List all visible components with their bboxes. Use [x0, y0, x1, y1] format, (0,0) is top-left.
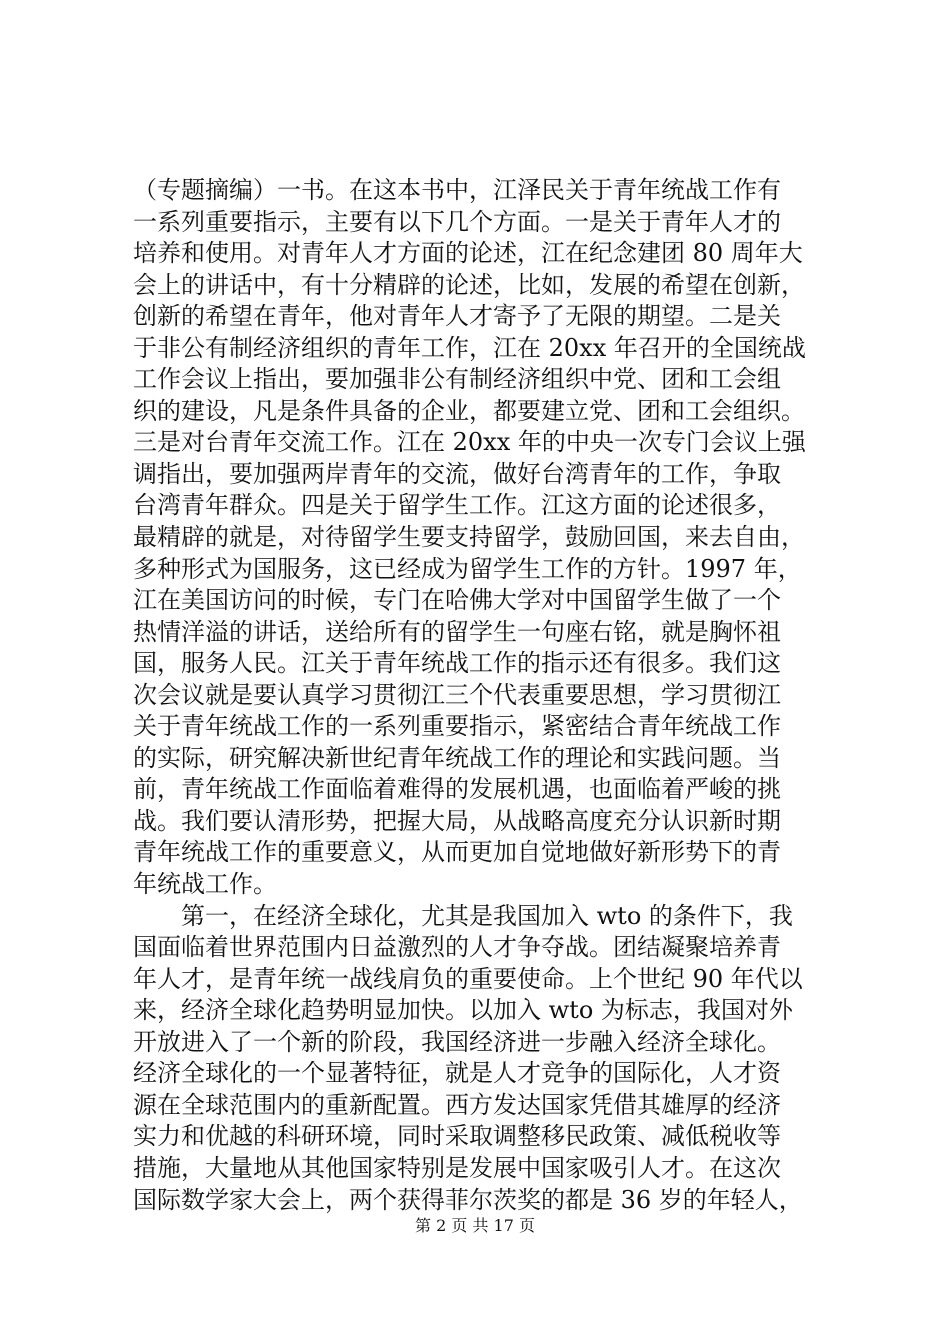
text-line: 青年统战工作的重要意义，从而更加自觉地做好新形势下的青 — [133, 838, 781, 867]
text-line: 培养和使用。对青年人才方面的论述，江在纪念建团 80 周年大 — [133, 239, 803, 268]
text-line: 措施，大量地从其他国家特别是发展中国家吸引人才。在这次 — [133, 1153, 781, 1182]
body-text — [133, 175, 833, 1216]
text-line: 战。我们要认清形势，把握大局，从战略高度充分认识新时期 — [133, 806, 781, 835]
text-line: 国面临着世界范围内日益激烈的人才争夺战。团结凝聚培养青 — [133, 933, 781, 962]
text-line: 一系列重要指示，主要有以下几个方面。一是关于青年人才的 — [133, 207, 781, 236]
text-line: 国，服务人民。江关于青年统战工作的指示还有很多。我们这 — [133, 649, 781, 678]
text-line: 热情洋溢的讲话，送给所有的留学生一句座右铭，就是胸怀祖 — [133, 617, 781, 646]
text-line: 国际数学家大会上，两个获得菲尔茨奖的都是 36 岁的年轻人， — [133, 1185, 803, 1214]
text-line: 前，青年统战工作面临着难得的发展机遇，也面临着严峻的挑 — [133, 775, 781, 804]
text-line: 多种形式为国服务，这已经成为留学生工作的方针。1997 年， — [133, 554, 802, 583]
text-line: 工作会议上指出，要加强非公有制经济组织中党、团和工会组 — [133, 365, 781, 394]
text-line: 来，经济全球化趋势明显加快。以加入 wto 为标志，我国对外 — [133, 996, 793, 1025]
text-line: 源在全球范围内的重新配置。西方发达国家凭借其雄厚的经济 — [133, 1090, 781, 1119]
text-line: 第一，在经济全球化，尤其是我国加入 wto 的条件下，我 — [133, 901, 793, 930]
text-line: 实力和优越的科研环境，同时采取调整移民政策、减低税收等 — [133, 1122, 781, 1151]
text-line: 经济全球化的一个显著特征，就是人才竞争的国际化，人才资 — [133, 1059, 781, 1088]
text-line: 年人才，是青年统一战线肩负的重要使命。上个世纪 90 年代以 — [133, 964, 803, 993]
text-line: 关于青年统战工作的一系列重要指示，紧密结合青年统战工作 — [133, 712, 781, 741]
text-line: 次会议就是要认真学习贯彻江三个代表重要思想，学习贯彻江 — [133, 680, 781, 709]
text-line: 最精辟的就是，对待留学生要支持留学，鼓励回国，来去自由， — [133, 523, 805, 552]
text-line: 江在美国访问的时候，专门在哈佛大学对中国留学生做了一个 — [133, 586, 781, 615]
text-line: 调指出，要加强两岸青年的交流，做好台湾青年的工作，争取 — [133, 459, 781, 488]
text-line: 于非公有制经济组织的青年工作，江在 20xx 年召开的全国统战 — [133, 333, 806, 362]
text-line: 的实际，研究解决新世纪青年统战工作的理论和实践问题。当 — [133, 743, 781, 772]
text-line: 年统战工作。 — [133, 870, 277, 899]
text-line: 开放进入了一个新的阶段，我国经济进一步融入经济全球化。 — [133, 1027, 781, 1056]
text-line: 三是对台青年交流工作。江在 20xx 年的中央一次专门会议上强 — [133, 428, 806, 457]
text-line: 台湾青年群众。四是关于留学生工作。江这方面的论述很多， — [133, 491, 781, 520]
page-footer: 第 2 页 共 17 页 — [415, 1216, 535, 1235]
text-line: 织的建设，凡是条件具备的企业，都要建立党、团和工会组织。 — [133, 396, 805, 425]
text-line: 创新的希望在青年，他对青年人才寄予了无限的期望。二是关 — [133, 302, 781, 331]
text-line: （专题摘编）一书。在这本书中，江泽民关于青年统战工作有 — [133, 176, 781, 204]
text-line: 会上的讲话中，有十分精辟的论述，比如，发展的希望在创新， — [133, 270, 805, 299]
